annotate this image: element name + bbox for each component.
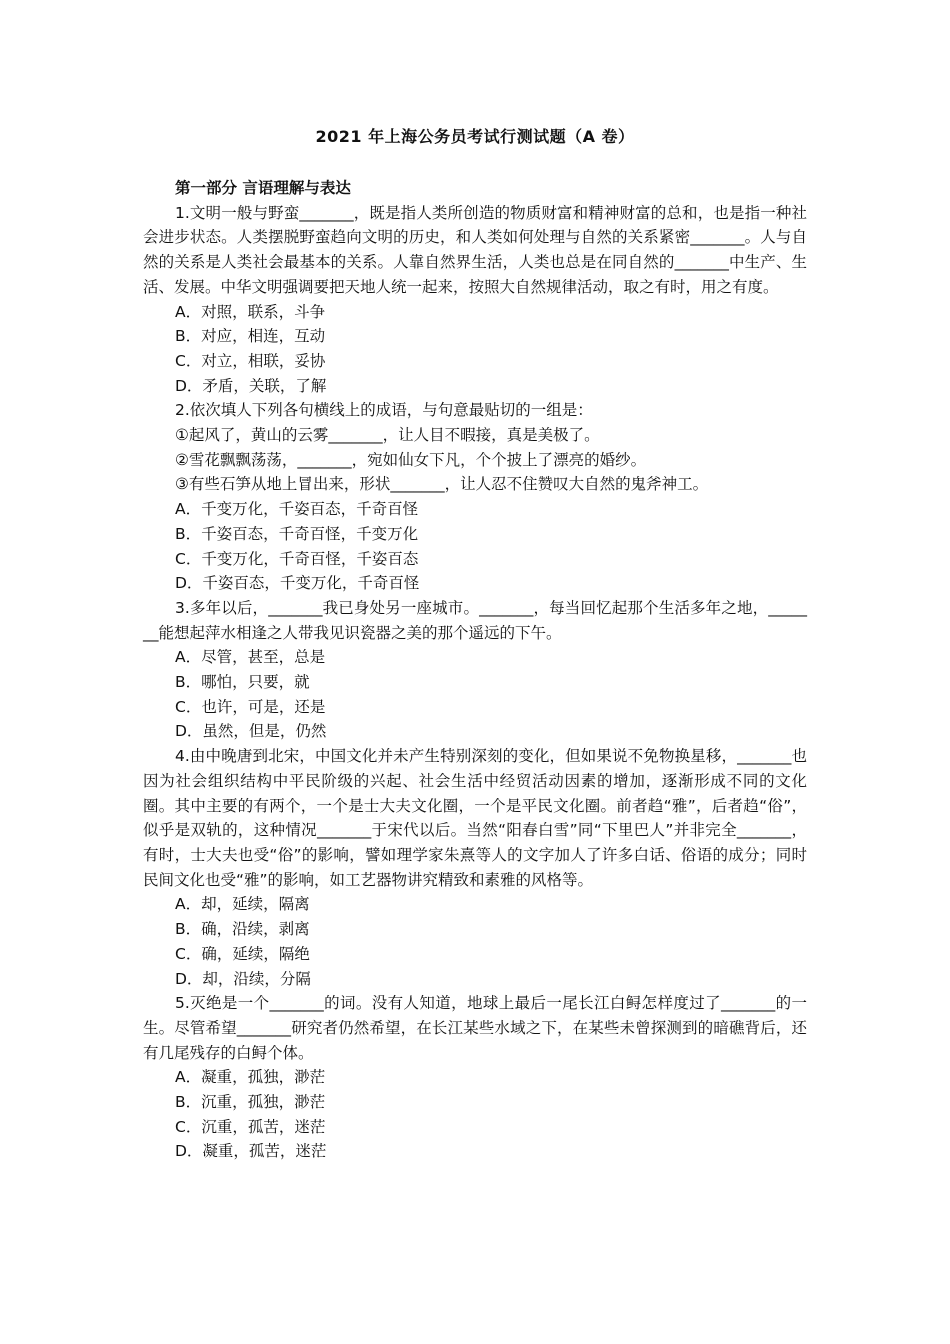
question-2-sentence-2: ②雪花飘飘荡荡，_______，宛如仙女下凡，个个披上了漂亮的婚纱。 xyxy=(175,450,647,469)
question-4-option-d: D．却，沿续，分隔 xyxy=(175,969,311,988)
question-2-option-a: A．千变万化，千姿百态，千奇百怪 xyxy=(175,500,419,519)
question-3-option-d: D．虽然，但是，仍然 xyxy=(175,722,327,741)
question-5-option-c: C．沉重，孤苦，迷茫 xyxy=(175,1117,326,1136)
question-5-stem: 5.灭绝是一个_______的词。没有人知道，地球上最后一尾长江白鲟怎样度过了_______的一生。尽管希望_______研究者仍然希望，在长江某些水域之下，在某些未曾探测到的暗礁背后，还有几尾残存的白鲟个体。 xyxy=(143,994,807,1062)
question-5-option-b: B．沉重，孤独，渺茫 xyxy=(175,1093,326,1112)
question-4-stem: 4.由中晚唐到北宋，中国文化并未产生特别深刻的变化，但如果说不免物换星移，_______也因为社会组织结构中平民阶级的兴起、社会生活中经贸活动因素的增加，逐渐形成不同的文化圈。其中主要的有两个，一个是士大夫文化圈，一个是平民文化圈。前者趋“雅”，后者趋“俗”，似乎是双轨的，这种情况_______于宋代以后。当然“阳春白雪”同“下里巴人”并非完全_______，有时，士大夫也受“俗”的影响，譬如理学家朱熹等人的文字加人了许多白话、俗语的成分；同时民间文化也受“雅”的影响，如工艺器物讲究精致和素雅的风格等。 xyxy=(143,747,807,889)
question-1-option-c: C．对立，相联，妥协 xyxy=(175,351,326,370)
question-2-stem: 2.依次填人下列各句横线上的成语，与句意最贴切的一组是： xyxy=(175,401,593,420)
question-2-option-c: C．千变万化，千奇百怪，千姿百态 xyxy=(175,549,419,568)
question-1-option-d: D．矛盾，关联，了解 xyxy=(175,376,327,395)
question-2-option-b: B．千姿百态，千奇百怪，千变万化 xyxy=(175,524,419,543)
question-4-option-c: C．确，延续，隔绝 xyxy=(175,944,310,963)
question-4-option-a: A．却，延续，隔离 xyxy=(175,895,310,914)
question-3-option-b: B．哪怕，只要，就 xyxy=(175,673,310,692)
question-3-option-c: C．也许，可是，还是 xyxy=(175,697,326,716)
question-1-option-a: A．对照，联系，斗争 xyxy=(175,302,326,321)
document-title: 2021 年上海公务员考试行测试题（A 卷） xyxy=(315,127,635,146)
question-3-stem: 3.多年以后，_______我已身处另一座城市。_______，每当回忆起那个生活多年之地，_______能想起萍水相逢之人带我见识瓷器之美的那个遥远的下午。 xyxy=(143,598,807,642)
question-5-option-a: A．凝重，孤独，渺茫 xyxy=(175,1068,326,1087)
question-4-option-b: B．确，沿续，剥离 xyxy=(175,920,310,939)
question-2-option-d: D．千姿百态，千变万化，千奇百怪 xyxy=(175,574,420,593)
question-1-option-b: B．对应，相连，互动 xyxy=(175,327,326,346)
document-body xyxy=(143,176,807,1164)
question-2-sentence-1: ①起风了，黄山的云雾_______，让人目不暇接，真是美极了。 xyxy=(175,426,600,445)
question-2-sentence-3: ③有些石笋从地上冒出来，形状_______，让人忍不住赞叹大自然的鬼斧神工。 xyxy=(175,475,709,494)
section-heading: 第一部分 言语理解与表达 xyxy=(175,179,351,197)
question-1-stem: 1.文明一般与野蛮_______，既是指人类所创造的物质财富和精神财富的总和，也是指一种社会进步状态。人类摆脱野蛮趋向文明的历史，和人类如何处理与自然的关系紧密_______。人与自然的关系是人类社会最基本的关系。人靠自然界生活，人类也总是在同自然的_______中生产、生活、发展。中华文明强调要把天地人统一起来，按照大自然规律活动，取之有时，用之有度。 xyxy=(143,203,807,296)
question-5-option-d: D．凝重，孤苦，迷茫 xyxy=(175,1142,327,1161)
question-3-option-a: A．尽管，甚至，总是 xyxy=(175,648,326,667)
